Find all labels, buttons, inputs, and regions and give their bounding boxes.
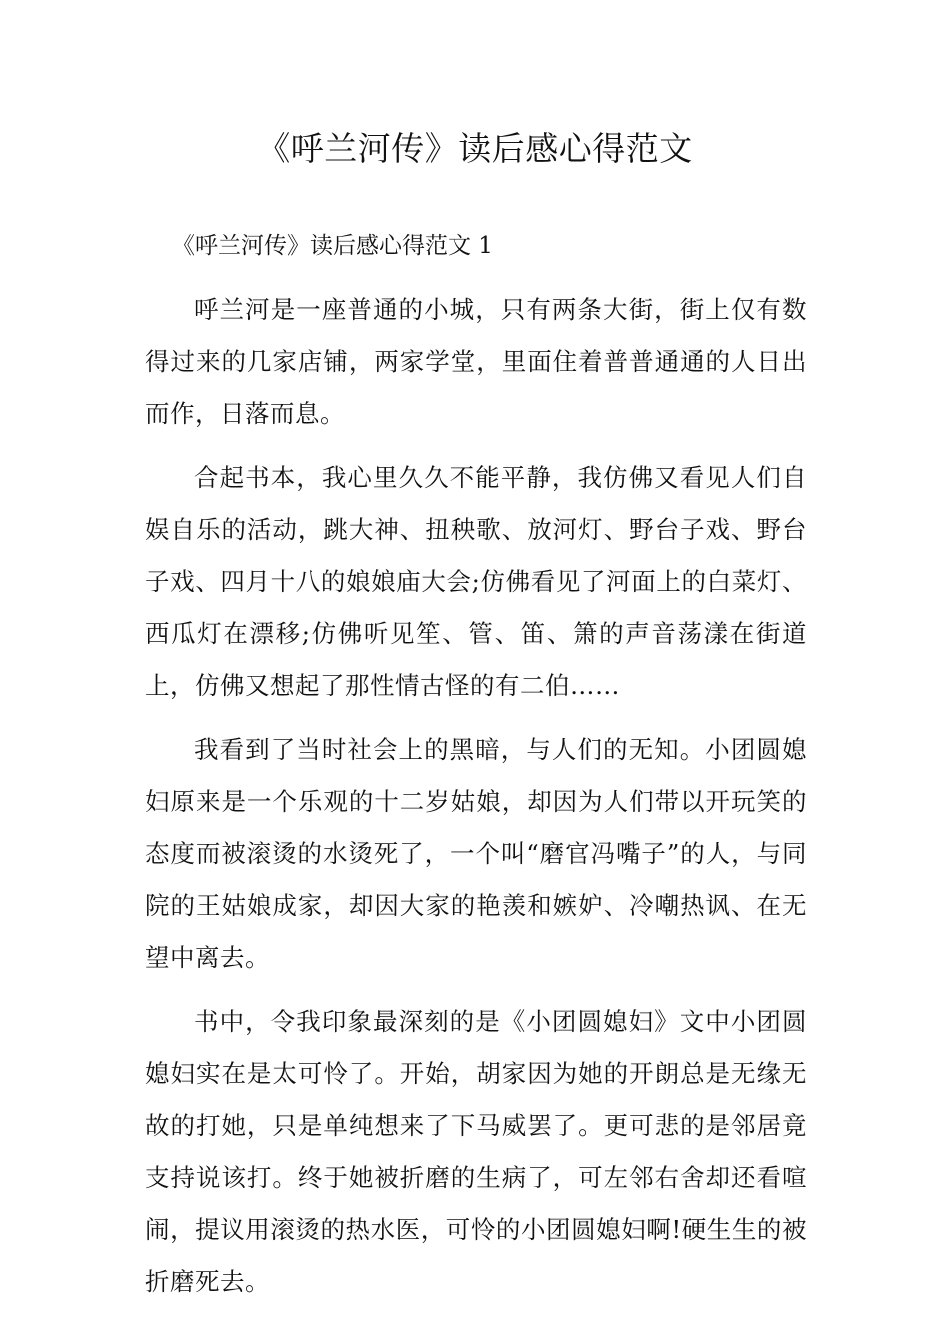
paragraph-2: 合起书本，我心里久久不能平静，我仿佛又看见人们自娱自乐的活动，跳大神、扭秧歌、放河灯、野台子戏、野台子戏、四月十八的娘娘庙大会;仿佛看见了河面上的白菜灯、西瓜灯在漂移;仿佛听见笙、管、笛、箫的声音荡漾在街道上，仿佛又想起了那性情古怪的有二伯…… bbox=[145, 463, 807, 700]
document-body bbox=[145, 225, 807, 1320]
document-title: 《呼兰河传》读后感心得范文 bbox=[257, 129, 693, 168]
section-heading: 《呼兰河传》读后感心得范文 1 bbox=[172, 233, 493, 259]
paragraph-3: 我看到了当时社会上的黑暗，与人们的无知。小团圆媳妇原来是一个乐观的十二岁姑娘，却因为人们带以开玩笑的态度而被滚烫的水烫死了，一个叫“磨官冯嘴子”的人，与同院的王姑娘成家，却因大家的艳羡和嫉妒、冷嘲热讽、在无望中离去。 bbox=[145, 735, 807, 972]
paragraph-1: 呼兰河是一座普通的小城，只有两条大街，街上仅有数得过来的几家店铺，两家学堂，里面住着普普通通的人日出而作，日落而息。 bbox=[145, 295, 807, 428]
paragraph-4: 书中，令我印象最深刻的是《小团圆媳妇》文中小团圆媳妇实在是太可怜了。开始，胡家因为她的开朗总是无缘无故的打她，只是单纯想来了下马威罢了。更可悲的是邻居竟支持说该打。终于她被折磨的生病了，可左邻右舍却还看喧闹，提议用滚烫的热水医，可怜的小团圆媳妇啊!硬生生的被折磨死去。 bbox=[145, 1007, 807, 1296]
